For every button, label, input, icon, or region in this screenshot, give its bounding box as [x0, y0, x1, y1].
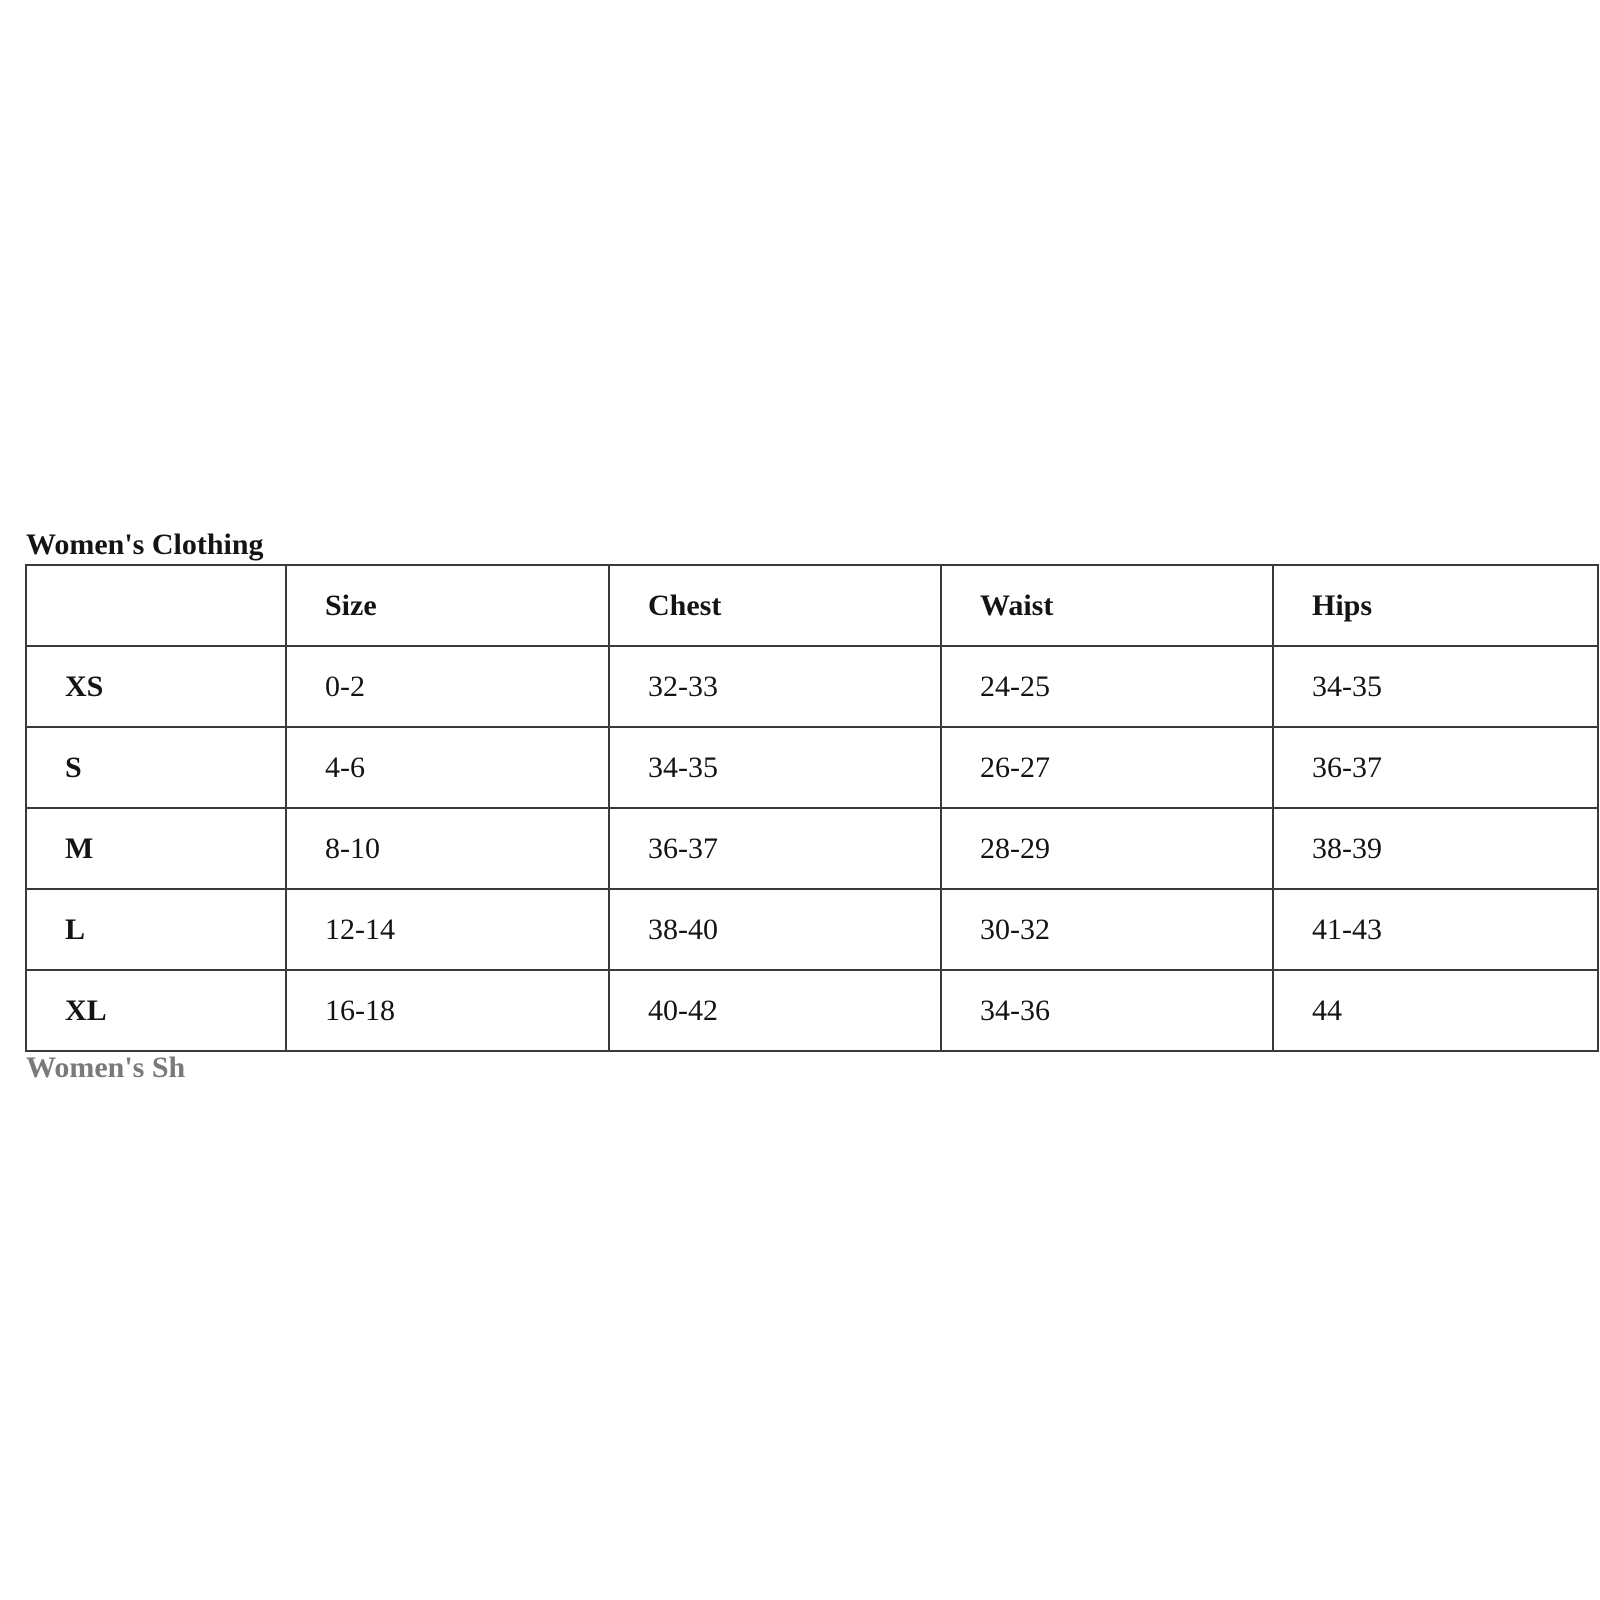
- table-row: [26, 808, 1598, 889]
- chest-value: 34-35: [609, 727, 941, 808]
- size-value: 16-18: [286, 970, 609, 1051]
- table-row: [26, 970, 1598, 1051]
- header-cell-hips: Hips: [1273, 565, 1598, 646]
- waist-value: 34-36: [941, 970, 1273, 1051]
- row-label: XL: [26, 970, 286, 1051]
- table-row: [26, 646, 1598, 727]
- hips-value: 41-43: [1273, 889, 1598, 970]
- table-row: [26, 889, 1598, 970]
- size-chart-table: [25, 564, 1599, 1052]
- chest-value: 36-37: [609, 808, 941, 889]
- row-label: S: [26, 727, 286, 808]
- row-label: XS: [26, 646, 286, 727]
- chest-value: 32-33: [609, 646, 941, 727]
- hips-value: 44: [1273, 970, 1598, 1051]
- header-cell-empty: [26, 565, 286, 646]
- hips-value: 36-37: [1273, 727, 1598, 808]
- cut-off-heading: [26, 1051, 196, 1085]
- waist-value: 30-32: [941, 889, 1273, 970]
- waist-value: 28-29: [941, 808, 1273, 889]
- size-value: 4-6: [286, 727, 609, 808]
- header-cell-waist: Waist: [941, 565, 1273, 646]
- table-row: [26, 727, 1598, 808]
- waist-value: 26-27: [941, 727, 1273, 808]
- hips-value: 34-35: [1273, 646, 1598, 727]
- size-value: 8-10: [286, 808, 609, 889]
- chest-value: 40-42: [609, 970, 941, 1051]
- cut-off-heading-text: Women's Sh: [26, 1051, 186, 1084]
- waist-value: 24-25: [941, 646, 1273, 727]
- page-title: Women's Clothing: [26, 528, 264, 561]
- row-label: M: [26, 808, 286, 889]
- hips-value: 38-39: [1273, 808, 1598, 889]
- row-label: L: [26, 889, 286, 970]
- header-cell-size: Size: [286, 565, 609, 646]
- table-header-row: [26, 565, 1598, 646]
- chest-value: 38-40: [609, 889, 941, 970]
- size-value: 12-14: [286, 889, 609, 970]
- header-cell-chest: Chest: [609, 565, 941, 646]
- size-value: 0-2: [286, 646, 609, 727]
